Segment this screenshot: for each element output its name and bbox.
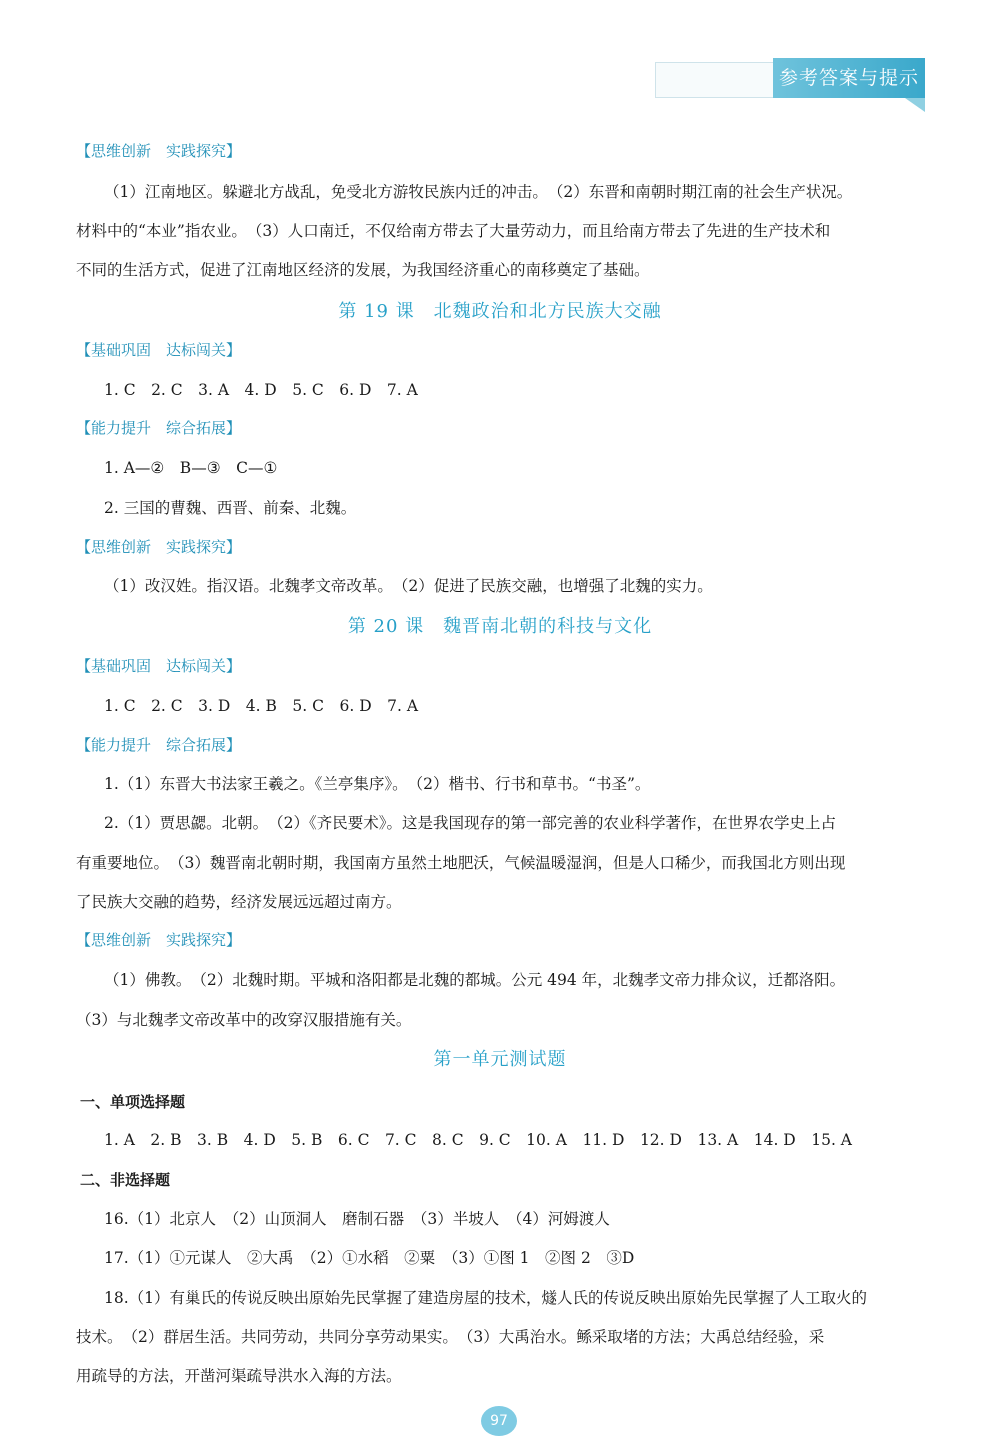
answer-line: 1. A—② B—③ C—① [104, 459, 278, 477]
section-label: 【能力提升 综合拓展】 [76, 419, 242, 437]
question-heading: 二、非选择题 [80, 1171, 171, 1189]
lesson-title: 第一单元测试题 [433, 1049, 567, 1070]
lesson-title: 第 19 课 北魏政治和北方民族大交融 [338, 301, 662, 322]
answer-line: 技术。 （2）群居生活。共同劳动，共同分享劳动果实。 （3）大禹治水。鲧采取堵的方法；大禹总结经验，采 [76, 1328, 825, 1346]
header-tab-tail [905, 98, 925, 112]
answer-line: （1）改汉姓。指汉语。北魏孝文帝改革。 （2）促进了民族交融，也增强了北魏的实力。 [104, 577, 713, 595]
answer-line: 不同的生活方式，促进了江南地区经济的发展，为我国经济重心的南移奠定了基础。 [76, 261, 650, 279]
question-heading: 一、单项选择题 [80, 1093, 186, 1111]
answer-line: 1. C 2. C 3. D 4. B 5. C 6. D 7. A [104, 697, 419, 715]
answer-line: （1）佛教。 （2）北魏时期。平城和洛阳都是北魏的都城。公元 494 年，北魏孝文帝力排众议，迁都洛阳。 [104, 971, 846, 989]
answer-line: 材料中的“本业”指农业。 （3）人口南迁，不仅给南方带去了大量劳动力，而且给南方带去了先进的生产技术和 [76, 222, 831, 240]
answer-line: （1）江南地区。躲避北方战乱，免受北方游牧民族内迁的冲击。 （2）东晋和南朝时期江南的社会生产状况。 [104, 183, 853, 201]
answer-line: 2. 三国的曹魏、西晋、前秦、北魏。 [104, 499, 357, 517]
answer-line: 有重要地位。 （3）魏晋南北朝时期，我国南方虽然土地肥沃，气候温暖湿润，但是人口稀少，而我国北方则出现 [76, 854, 846, 872]
answer-line: 1. C 2. C 3. A 4. D 5. C 6. D 7. A [104, 381, 418, 399]
answer-line: 18.（1）有巢氏的传说反映出原始先民掌握了建造房屋的技术，燧人氏的传说反映出原始先民掌握了人工取火的 [104, 1289, 868, 1307]
section-label: 【思维创新 实践探究】 [76, 538, 242, 556]
header-box [655, 62, 775, 98]
section-label: 【思维创新 实践探究】 [76, 931, 242, 949]
section-label: 【能力提升 综合拓展】 [76, 736, 242, 754]
page-number: 97 [481, 1406, 517, 1436]
answer-line: 1. A 2. B 3. B 4. D 5. B 6. C 7. C 8. C 9. C 10. A 11. D 12. D 13. A 14. D 15. A [104, 1131, 852, 1149]
answer-line: 了民族大交融的趋势，经济发展远远超过南方。 [76, 893, 402, 911]
answer-line: 17.（1）①元谋人 ②大禹 （2）①水稻 ②粟 （3）①图 1 ②图 2 ③D [104, 1249, 635, 1267]
answer-line: 2.（1）贾思勰。北朝。 （2）《齐民要术》。这是我国现存的第一部完善的农业科学著作，在世界农学史上占 [104, 814, 837, 832]
answer-line: 用疏导的方法，开凿河渠疏导洪水入海的方法。 [76, 1367, 402, 1385]
answer-line: 1.（1）东晋大书法家王羲之。《兰亭集序》。 （2）楷书、行书和草书。“书圣”。 [104, 775, 651, 793]
section-label: 【思维创新 实践探究】 [76, 142, 242, 160]
answer-line: （3）与北魏孝文帝改革中的改穿汉服措施有关。 [76, 1011, 412, 1029]
section-label: 【基础巩固 达标闯关】 [76, 341, 242, 359]
lesson-title: 第 20 课 魏晋南北朝的科技与文化 [347, 616, 653, 637]
section-label: 【基础巩固 达标闯关】 [76, 657, 242, 675]
answer-line: 16.（1）北京人 （2）山顶洞人 磨制石器 （3）半坡人 （4）河姆渡人 [104, 1210, 610, 1228]
header-tab: 参考答案与提示 [773, 58, 925, 98]
